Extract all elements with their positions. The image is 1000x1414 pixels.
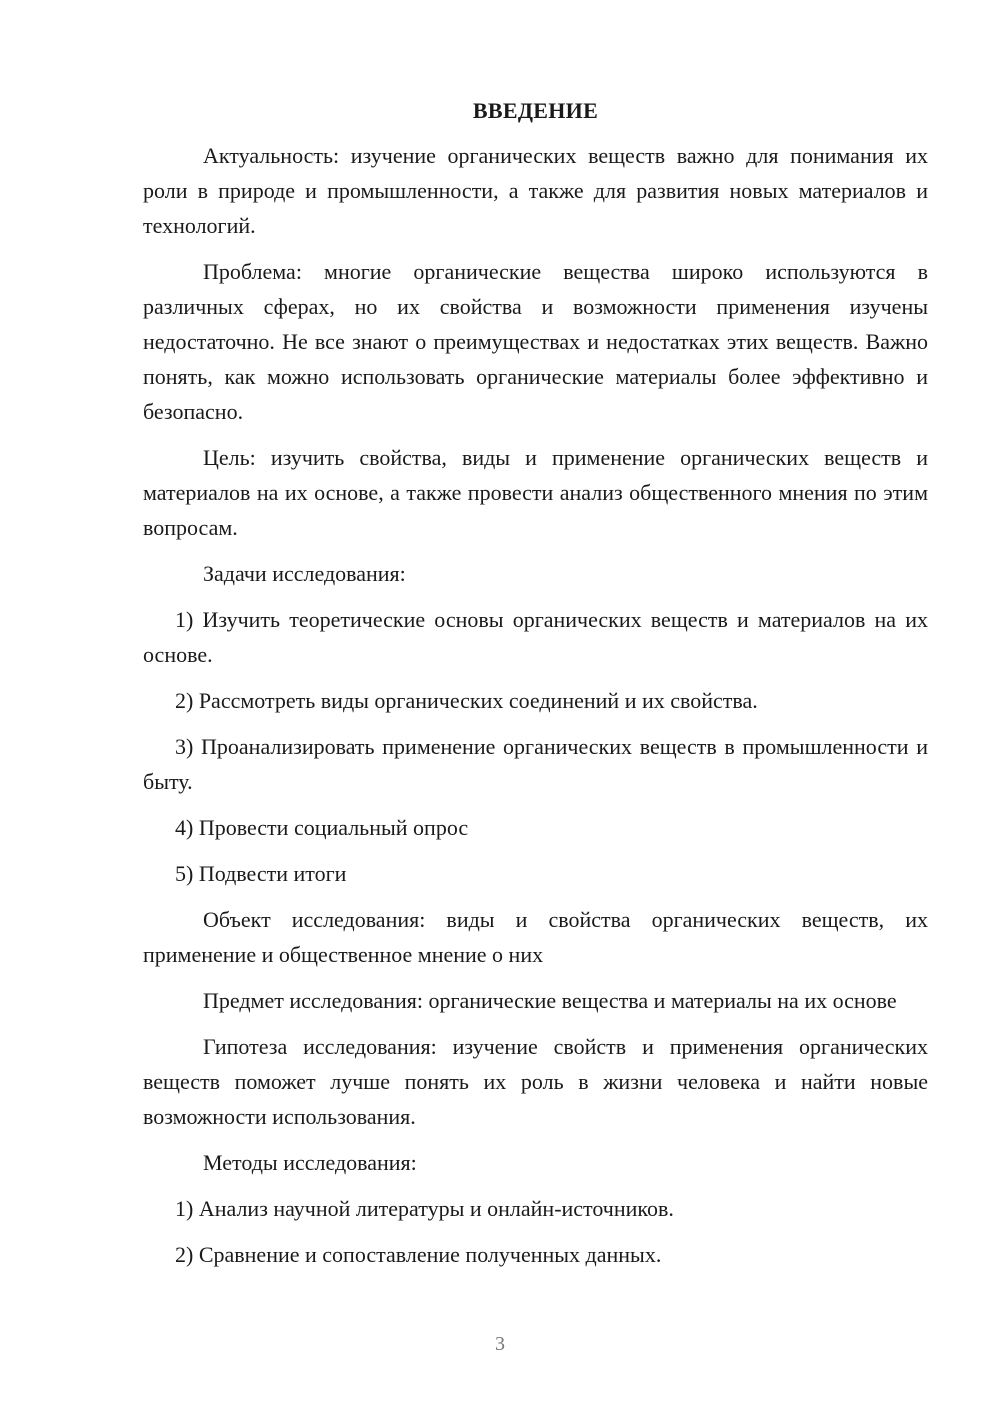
paragraph-hypothesis: Гипотеза исследования: изучение свойств и применения органических веществ поможет лучше понять их роль в жизни человека и найти новые возможности использования. [143, 1034, 928, 1129]
paragraph-relevance: Актуальность: изучение органических веществ важно для понимания их роли в природе и промышленности, а также для развития новых материалов и технологий. [143, 143, 928, 238]
task-item-3: 3) Проанализировать применение органических веществ в промышленности и быту. [143, 734, 928, 794]
section-title: ВВЕДЕНИЕ [472, 98, 599, 123]
paragraph-goal: Цель: изучить свойства, виды и применение органических веществ и материалов на их основе, а также провести анализ общественного мнения по этим вопросам. [143, 445, 928, 540]
page-number: 3 [495, 1333, 505, 1355]
document-page [143, 96, 928, 1283]
method-item-1: 1) Анализ научной литературы и онлайн-источников. [175, 1196, 674, 1221]
task-item-1: 1) Изучить теоретические основы органических веществ и материалов на их основе. [143, 607, 928, 667]
task-item-5: 5) Подвести итоги [175, 861, 347, 886]
paragraph-problem: Проблема: многие органические вещества широко используются в различных сферах, но их свойства и возможности применения изучены недостаточно. Не все знают о преимуществах и недостатках этих веществ. Важно понять, как можно использовать органические материалы более эффективно и безопасно. [143, 259, 928, 424]
paragraph-object: Объект исследования: виды и свойства органических веществ, их применение и общественное мнение о них [143, 907, 928, 967]
method-item-2: 2) Сравнение и сопоставление полученных данных. [175, 1242, 662, 1267]
paragraph-methods-heading: Методы исследования: [203, 1150, 417, 1175]
task-item-2: 2) Рассмотреть виды органических соединений и их свойства. [175, 688, 758, 713]
paragraph-subject: Предмет исследования: органические вещества и материалы на их основе [203, 988, 897, 1013]
paragraph-tasks-heading: Задачи исследования: [203, 561, 406, 586]
task-item-4: 4) Провести социальный опрос [175, 815, 469, 840]
